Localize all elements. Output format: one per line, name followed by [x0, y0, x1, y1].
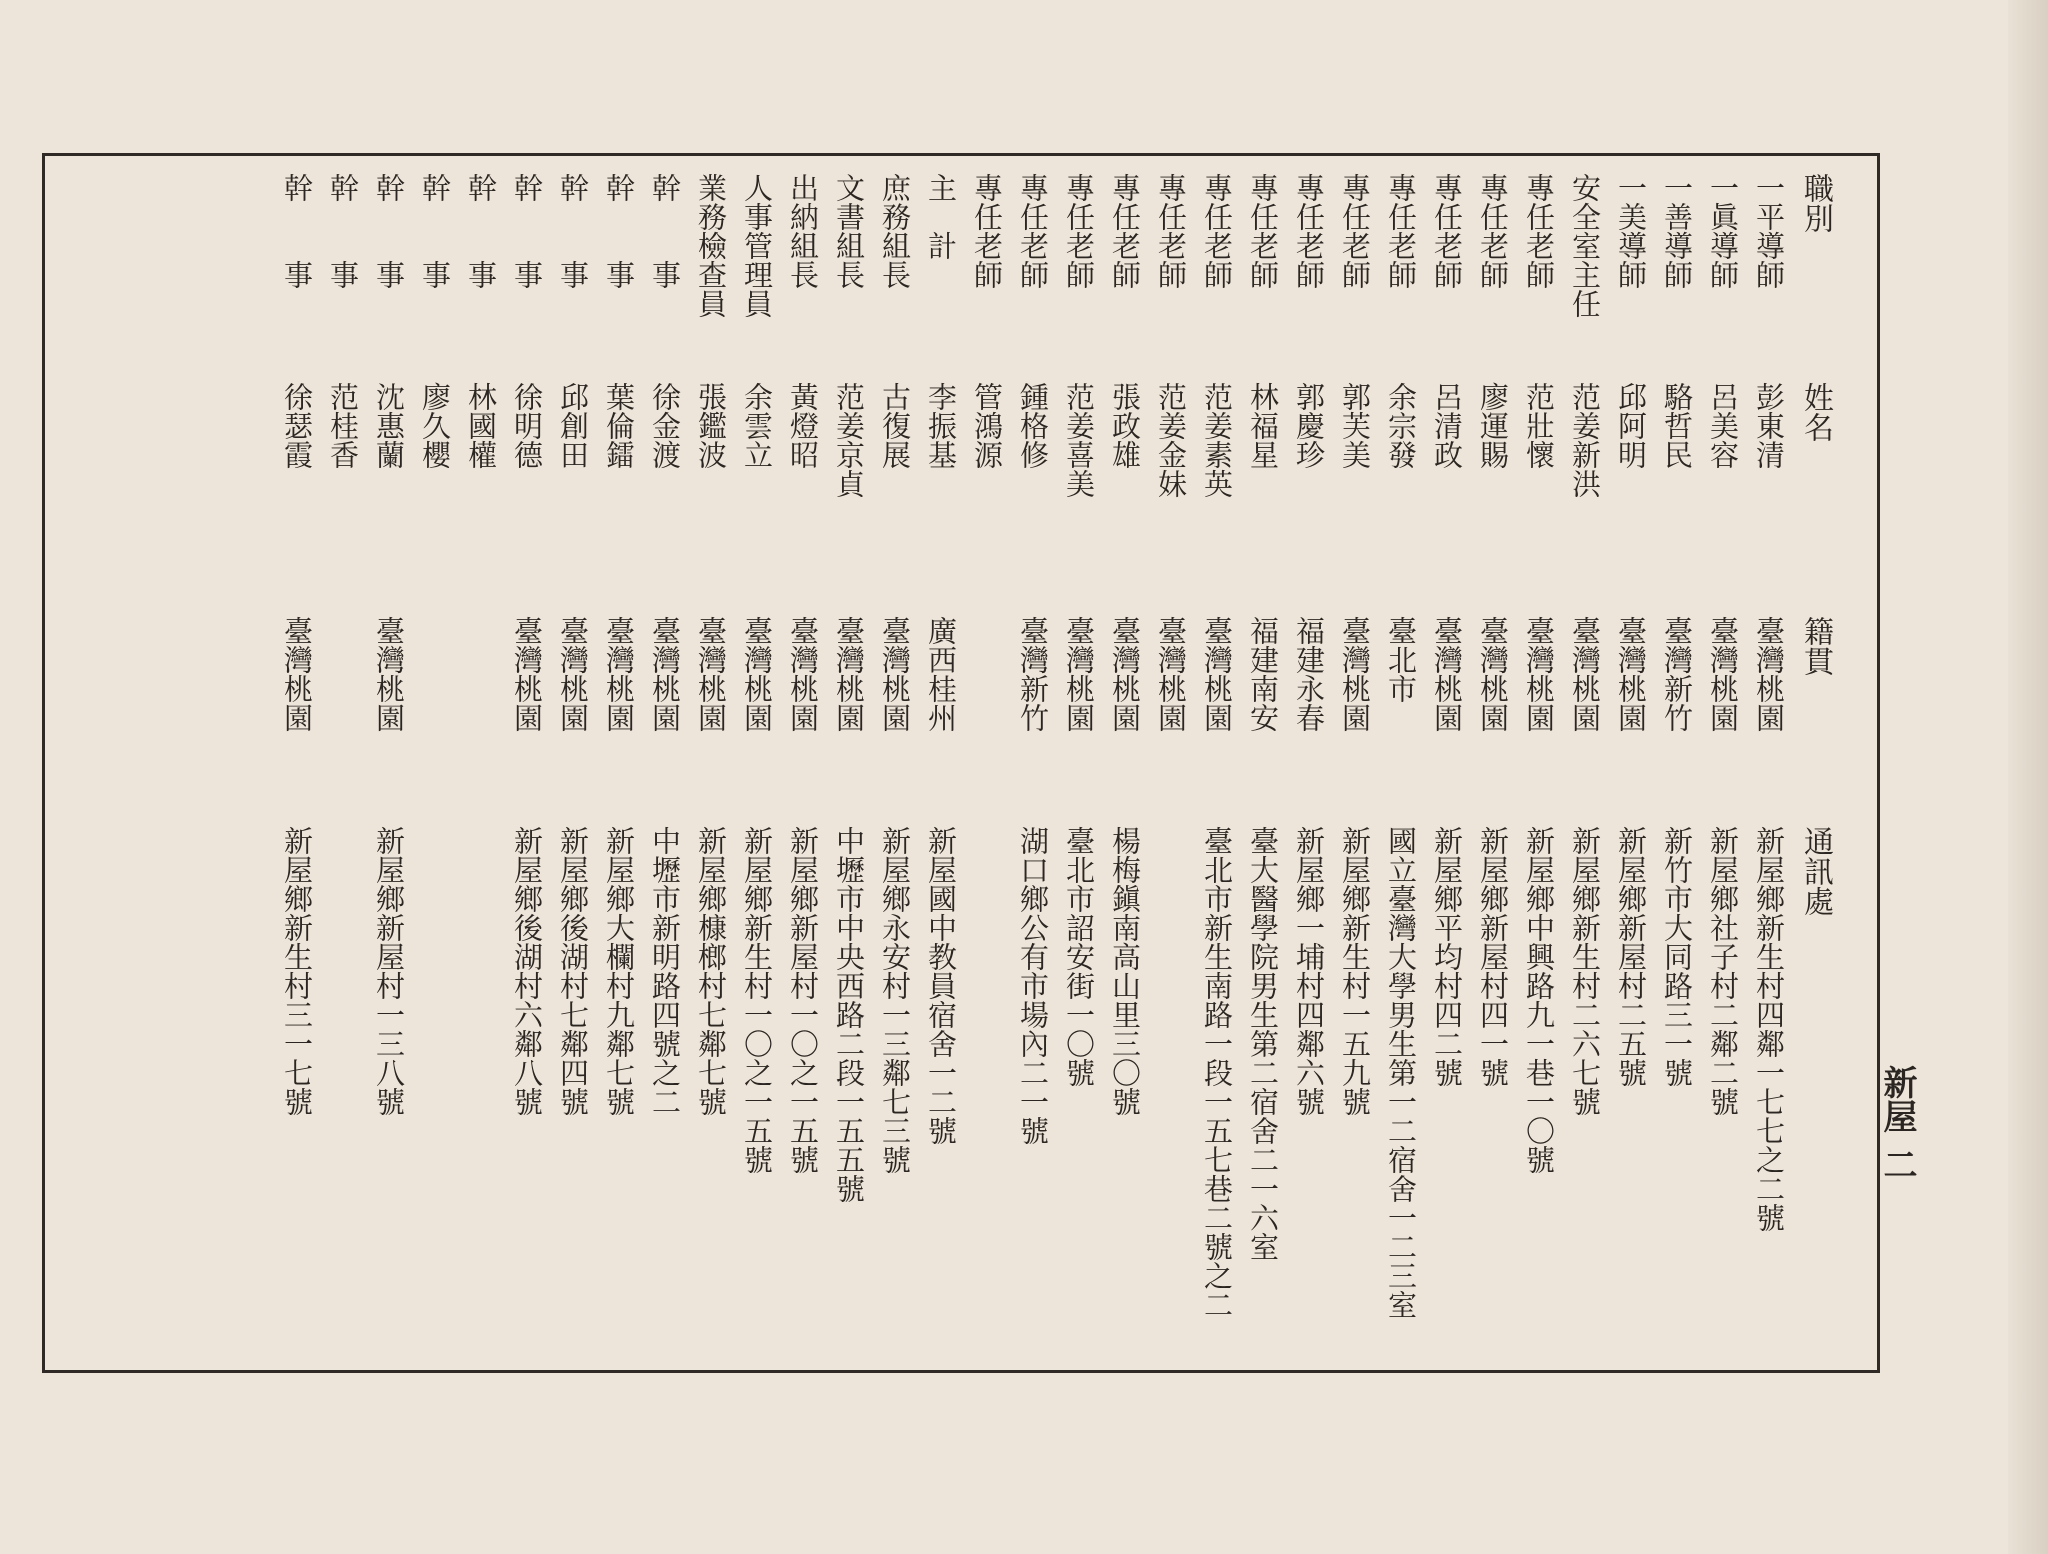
row-origin: 福建南安 [1246, 616, 1280, 732]
row-name: 林國權 [464, 382, 498, 469]
row-name: 葉倫鐳 [602, 382, 636, 469]
row-title: 專任老師 [1200, 173, 1234, 289]
row-name: 張鑑波 [694, 382, 728, 469]
row-title: 專任老師 [1384, 173, 1418, 289]
row-name: 呂清政 [1430, 382, 1464, 469]
row-name: 廖久櫻 [418, 382, 452, 469]
row-name: 管鴻源 [970, 382, 1004, 469]
row-address: 臺北市新生南路一段一五七巷二號之二 [1200, 826, 1234, 1319]
table-frame [42, 153, 1880, 1373]
row-origin: 臺北市 [1384, 616, 1418, 703]
row-origin: 臺灣桃園 [1752, 616, 1786, 732]
row-title: 專任老師 [1476, 173, 1510, 289]
page-header [1877, 1065, 1917, 1181]
row-title: 幹 事 [602, 173, 636, 289]
row-address: 湖口鄉公有市場內二一號 [1016, 826, 1050, 1145]
row-title: 幹 事 [280, 173, 314, 289]
row-name: 廖運賜 [1476, 382, 1510, 469]
column-header-title: 職別 [1798, 173, 1833, 233]
row-address: 新屋鄉中興路九一巷一〇號 [1522, 826, 1556, 1174]
row-title: 幹 事 [556, 173, 590, 289]
row-title: 專任老師 [1016, 173, 1050, 289]
row-address: 臺北市詔安街一〇號 [1062, 826, 1096, 1087]
row-origin: 臺灣桃園 [786, 616, 820, 732]
row-name: 沈惠蘭 [372, 382, 406, 469]
row-title: 一眞導師 [1706, 173, 1740, 289]
row-title: 專任老師 [1108, 173, 1142, 289]
row-origin: 臺灣桃園 [1338, 616, 1372, 732]
row-name: 余宗發 [1384, 382, 1418, 469]
row-address: 新屋鄉社子村二鄰二號 [1706, 826, 1740, 1116]
row-origin: 臺灣桃園 [1200, 616, 1234, 732]
row-origin: 臺灣桃園 [878, 616, 912, 732]
row-name: 邱創田 [556, 382, 590, 469]
row-origin: 臺灣新竹 [1016, 616, 1050, 732]
row-address: 新屋鄉大欄村九鄰七號 [602, 826, 636, 1116]
row-name: 李振基 [924, 382, 958, 469]
row-address: 新屋鄉後湖村六鄰八號 [510, 826, 544, 1116]
row-title: 業務檢查員 [694, 173, 728, 318]
row-name: 徐瑟霞 [280, 382, 314, 469]
row-address: 新屋鄉新生村二六七號 [1568, 826, 1602, 1116]
row-origin: 臺灣桃園 [1706, 616, 1740, 732]
page-number: 二 [1877, 1147, 1917, 1181]
row-origin: 臺灣桃園 [648, 616, 682, 732]
row-name: 古復展 [878, 382, 912, 469]
row-address: 新屋鄉新屋村一〇之一五號 [786, 826, 820, 1174]
row-name: 范姜金妹 [1154, 382, 1188, 498]
row-title: 主 計 [924, 173, 958, 260]
row-origin: 臺灣桃園 [602, 616, 636, 732]
row-title: 幹 事 [372, 173, 406, 289]
row-name: 彭東清 [1752, 382, 1786, 469]
row-title: 幹 事 [648, 173, 682, 289]
row-title: 幹 事 [510, 173, 544, 289]
row-origin: 臺灣桃園 [740, 616, 774, 732]
row-title: 庶務組長 [878, 173, 912, 289]
row-address: 新屋鄉新屋村四一號 [1476, 826, 1510, 1087]
column-header-origin: 籍貫 [1798, 616, 1833, 676]
row-address: 新屋鄉新屋村一三八號 [372, 826, 406, 1116]
row-address: 新屋鄉新生村一五九號 [1338, 826, 1372, 1116]
row-address: 新屋鄉一埔村四鄰六號 [1292, 826, 1326, 1116]
row-title: 幹 事 [464, 173, 498, 289]
row-address: 新屋鄉新生村三一七號 [280, 826, 314, 1116]
row-address: 新屋鄉後湖村七鄰四號 [556, 826, 590, 1116]
page-header-place: 新屋 [1877, 1065, 1917, 1133]
row-name: 范桂香 [326, 382, 360, 469]
row-title: 幹 事 [418, 173, 452, 289]
row-title: 出納組長 [786, 173, 820, 289]
row-origin: 福建永春 [1292, 616, 1326, 732]
row-title: 幹 事 [326, 173, 360, 289]
row-origin: 臺灣桃園 [510, 616, 544, 732]
row-title: 專任老師 [1430, 173, 1464, 289]
column-header-address: 通訊處 [1798, 826, 1833, 916]
row-title: 文書組長 [832, 173, 866, 289]
row-origin: 臺灣桃園 [1062, 616, 1096, 732]
row-name: 張政雄 [1108, 382, 1142, 469]
row-title: 專任老師 [1522, 173, 1556, 289]
row-name: 呂美容 [1706, 382, 1740, 469]
row-address: 新屋鄉平均村四二號 [1430, 826, 1464, 1087]
row-name: 范姜喜美 [1062, 382, 1096, 498]
paper-edge [2008, 0, 2048, 1554]
row-name: 范姜素英 [1200, 382, 1234, 498]
row-origin: 臺灣桃園 [1522, 616, 1556, 732]
row-origin: 臺灣桃園 [1614, 616, 1648, 732]
row-address: 新屋鄉永安村一三鄰七三號 [878, 826, 912, 1174]
row-title: 專任老師 [970, 173, 1004, 289]
row-origin: 臺灣桃園 [832, 616, 866, 732]
row-address: 楊梅鎭南高山里三〇號 [1108, 826, 1142, 1116]
row-title: 安全室主任 [1568, 173, 1602, 318]
row-address: 新屋鄉新屋村二五號 [1614, 826, 1648, 1087]
row-origin: 臺灣桃園 [1154, 616, 1188, 732]
row-address: 新屋鄉槺榔村七鄰七號 [694, 826, 728, 1116]
row-name: 范姜京貞 [832, 382, 866, 498]
row-name: 郭芙美 [1338, 382, 1372, 469]
row-origin: 臺灣桃園 [1430, 616, 1464, 732]
row-name: 駱哲民 [1660, 382, 1694, 469]
row-address: 新屋鄉新生村一〇之一五號 [740, 826, 774, 1174]
row-origin: 臺灣桃園 [1568, 616, 1602, 732]
row-name: 徐金渡 [648, 382, 682, 469]
row-title: 人事管理員 [740, 173, 774, 318]
row-origin: 廣西桂州 [924, 616, 958, 732]
row-name: 余雲立 [740, 382, 774, 469]
row-title: 一善導師 [1660, 173, 1694, 289]
row-origin: 臺灣新竹 [1660, 616, 1694, 732]
row-address: 新竹市大同路三一號 [1660, 826, 1694, 1087]
row-address: 中壢市新明路四號之二 [648, 826, 682, 1116]
row-title: 專任老師 [1338, 173, 1372, 289]
row-origin: 臺灣桃園 [1108, 616, 1142, 732]
row-name: 范壯懷 [1522, 382, 1556, 469]
row-address: 新屋鄉新生村四鄰一七七之二號 [1752, 826, 1786, 1232]
row-address: 中壢市中央西路二段一五五號 [832, 826, 866, 1203]
row-origin: 臺灣桃園 [556, 616, 590, 732]
column-header-name: 姓名 [1798, 382, 1833, 442]
row-title: 專任老師 [1246, 173, 1280, 289]
row-origin: 臺灣桃園 [280, 616, 314, 732]
row-name: 郭慶珍 [1292, 382, 1326, 469]
row-origin: 臺灣桃園 [1476, 616, 1510, 732]
row-title: 專任老師 [1154, 173, 1188, 289]
row-name: 范姜新洪 [1568, 382, 1602, 498]
row-title: 一美導師 [1614, 173, 1648, 289]
row-name: 黃燈昭 [786, 382, 820, 469]
row-origin: 臺灣桃園 [694, 616, 728, 732]
row-name: 林福星 [1246, 382, 1280, 469]
row-origin: 臺灣桃園 [372, 616, 406, 732]
row-title: 專任老師 [1062, 173, 1096, 289]
row-address: 國立臺灣大學男生第一二宿舍一二三室 [1384, 826, 1418, 1319]
row-title: 一平導師 [1752, 173, 1786, 289]
row-name: 鍾格修 [1016, 382, 1050, 469]
row-name: 徐明德 [510, 382, 544, 469]
row-address: 新屋國中教員宿舍一二號 [924, 826, 958, 1145]
row-name: 邱阿明 [1614, 382, 1648, 469]
row-title: 專任老師 [1292, 173, 1326, 289]
row-address: 臺大醫學院男生第二宿舍二一六室 [1246, 826, 1280, 1261]
